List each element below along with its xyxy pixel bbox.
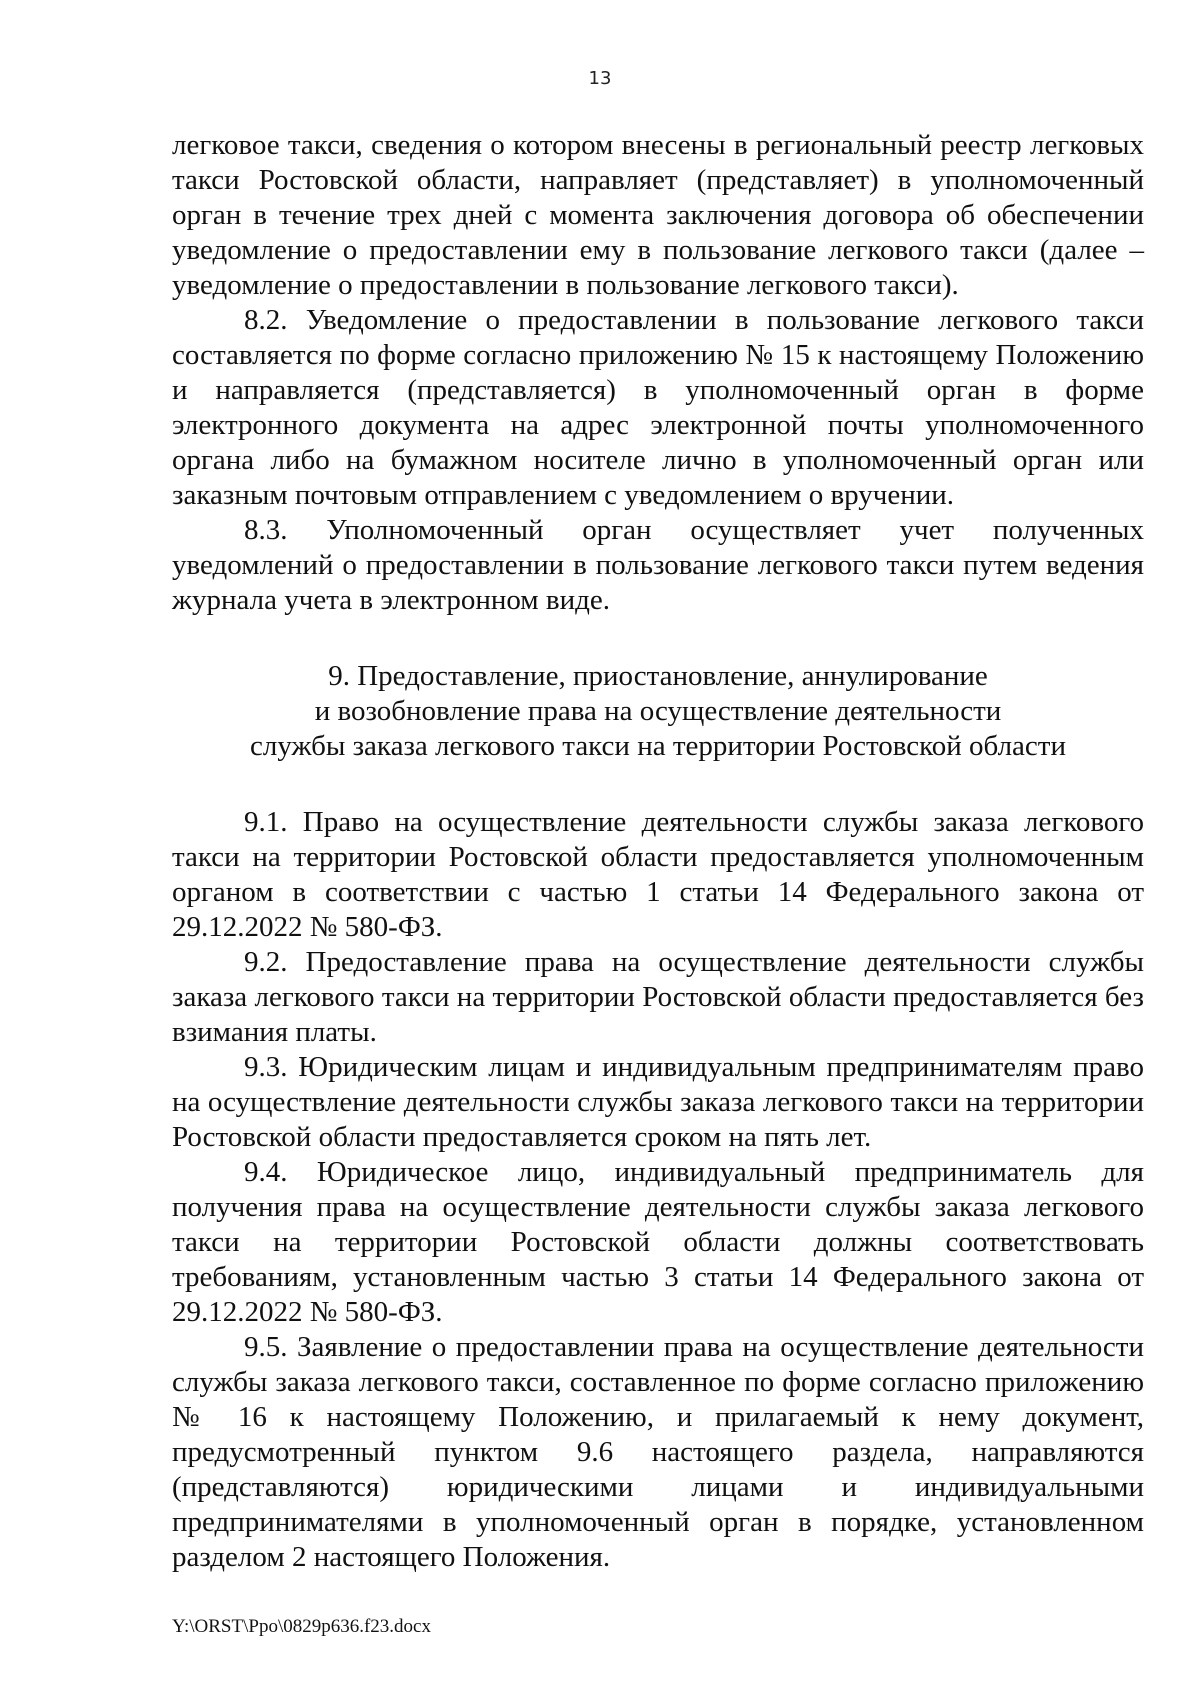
section-heading-line: 9. Предоставление, приостановление, аннулирование — [328, 660, 988, 692]
paragraph-8-3: 8.3. Уполномоченный орган осуществляет учет полученных уведомлений о предоставлении в пользование легкового такси путем ведения журнала учета в электронном виде. — [172, 514, 1144, 616]
paragraph-9-2: 9.2. Предоставление права на осуществление деятельности службы заказа легкового такси на территории Ростовской области предоставляется без взимания платы. — [172, 946, 1144, 1048]
paragraph-continuation: легковое такси, сведения о котором внесены в региональный реестр легковых такси Ростовской области, направляет (представляет) в уполномоченный орган в течение трех дней с момента заключения договора об обеспечении уведомление о предоставлении ему в пользование легкового такси (далее – уведомление о предоставлении в пользование легкового такси). — [172, 129, 1144, 301]
section-9-heading — [172, 659, 1144, 764]
section-heading-line: и возобновление права на осуществление деятельности — [314, 695, 1002, 727]
paragraph-8-2: 8.2. Уведомление о предоставлении в пользование легкового такси составляется по форме согласно приложению № 15 к настоящему Положению и направляется (представляется) в уполномоченный орган в форме электронного документа на адрес электронной почты уполномоченного органа либо на бумажном носителе лично в уполномоченный орган или заказным почтовым отправлением с уведомлением о вручении. — [172, 304, 1144, 511]
paragraph-9-5: 9.5. Заявление о предоставлении права на осуществление деятельности службы заказа легкового такси, составленное по форме согласно приложению № 16 к настоящему Положению, и прилагаемый к нему документ, предусмотренный пунктом 9.6 настоящего раздела, направляются (представляются) юридическими лицами и индивидуальными предпринимателями в уполномоченный орган в порядке, установленном разделом 2 настоящего Положения. — [172, 1331, 1144, 1573]
paragraph-9-3: 9.3. Юридическим лицам и индивидуальным предпринимателям право на осуществление деятельности службы заказа легкового такси на территории Ростовской области предоставляется сроком на пять лет. — [172, 1051, 1144, 1153]
paragraph-9-1: 9.1. Право на осуществление деятельности службы заказа легкового такси на территории Ростовской области предоставляется уполномоченным органом в соответствии с частью 1 статьи 14 Федерального закона от 29.12.2022 № 580-ФЗ. — [172, 806, 1144, 943]
footer-file-path: Y:\ORST\Ppo\0829p636.f23.docx — [172, 1616, 431, 1637]
paragraph-9-4: 9.4. Юридическое лицо, индивидуальный предприниматель для получения права на осуществление деятельности службы заказа легкового такси на территории Ростовской области должны соответствовать требованиям, установленным частью 3 статьи 14 Федерального закона от 29.12.2022 № 580-ФЗ. — [172, 1156, 1144, 1328]
document-body — [172, 128, 1144, 1575]
page-number: 13 — [588, 68, 612, 89]
section-heading-line: службы заказа легкового такси на территории Ростовской области — [249, 730, 1066, 762]
